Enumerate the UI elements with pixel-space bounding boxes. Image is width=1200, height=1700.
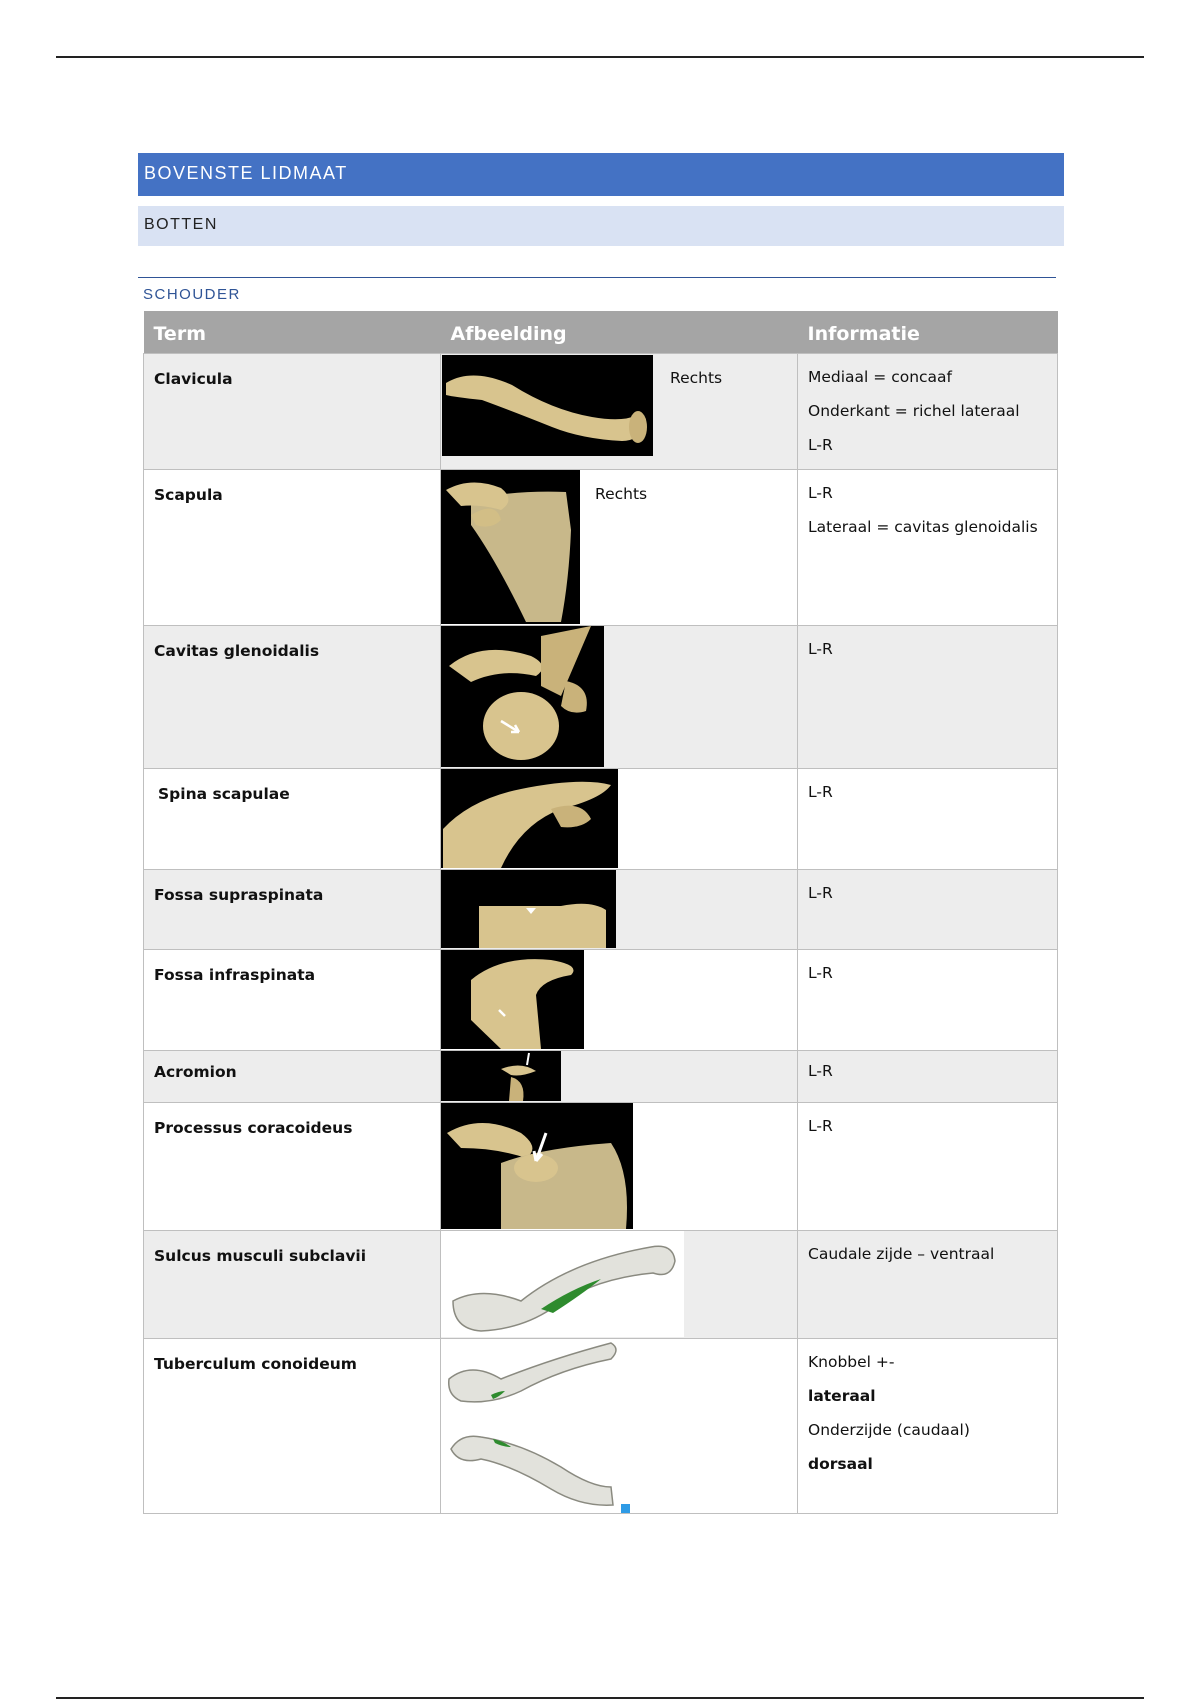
info-cell: [798, 1102, 1058, 1230]
info-line: L-R: [808, 883, 833, 902]
info-line: Onderkant = richel lateraal: [808, 401, 1020, 420]
fossa-infraspinata-photo: [441, 950, 584, 1049]
info-line: dorsaal: [808, 1454, 873, 1473]
term-cell: Processus coracoideus: [144, 1102, 441, 1230]
table-row: [144, 353, 1058, 469]
image-cell: [441, 625, 798, 768]
term-cell: Tuberculum conoideum: [144, 1338, 441, 1513]
fossa-supraspinata-photo: [441, 870, 616, 948]
image-cell: [441, 869, 798, 949]
info-line: L-R: [808, 483, 833, 502]
table-row: [144, 625, 1058, 768]
image-cell: [441, 469, 798, 625]
cavitas-glenoidalis-photo: [441, 626, 604, 767]
sulcus-illustration: [441, 1231, 684, 1337]
footer-rule: [56, 1697, 1144, 1699]
column-header-info: Informatie: [798, 311, 1058, 353]
image-cell: [441, 768, 798, 869]
column-header-term: Term: [144, 311, 441, 353]
info-cell: [798, 353, 1058, 469]
info-line: Onderzijde (caudaal): [808, 1420, 970, 1439]
bones-table: [143, 311, 1058, 1514]
table-row: [144, 1102, 1058, 1230]
term-cell: Sulcus musculi subclavii: [144, 1230, 441, 1338]
section-heading: BOVENSTE LIDMAAT: [138, 153, 1064, 196]
spina-scapulae-photo: [441, 769, 618, 868]
table-row: [144, 869, 1058, 949]
image-cell: [441, 1102, 798, 1230]
tuberculum-illustration: [441, 1339, 626, 1512]
image-cell: [441, 1338, 798, 1513]
image-side-label: Rechts: [670, 368, 723, 387]
info-line: Caudale zijde – ventraal: [808, 1244, 995, 1263]
processus-coracoideus-photo: [441, 1103, 633, 1229]
info-cell: [798, 768, 1058, 869]
term-cell: Fossa supraspinata: [144, 869, 441, 949]
info-line: L-R: [808, 963, 833, 982]
term-label: Acromion: [154, 1062, 237, 1081]
image-cell: [441, 1230, 798, 1338]
table-row: [144, 1338, 1058, 1513]
info-cell: [798, 1230, 1058, 1338]
info-line: Mediaal = concaaf: [808, 367, 953, 386]
column-header-image: Afbeelding: [441, 311, 798, 353]
info-line: Lateraal = cavitas glenoidalis: [808, 517, 1038, 536]
clavicula-photo: [442, 355, 653, 456]
info-line: L-R: [808, 1061, 833, 1080]
acromion-photo: [441, 1051, 561, 1101]
header-rule: [56, 56, 1144, 58]
resize-handle-icon: [621, 1504, 630, 1513]
subsection-heading: BOTTEN: [138, 206, 1064, 246]
info-cell: [798, 469, 1058, 625]
term-label: Spina scapulae: [158, 784, 290, 803]
term-cell: Scapula: [144, 469, 441, 625]
table-row: [144, 949, 1058, 1050]
term-cell: [144, 1050, 441, 1102]
table-header-row: [144, 311, 1058, 353]
table-row: [144, 768, 1058, 869]
term-cell: Clavicula: [144, 353, 441, 469]
term-cell: [144, 768, 441, 869]
term-cell: Cavitas glenoidalis: [144, 625, 441, 768]
image-cell: [441, 353, 798, 469]
info-cell: [798, 949, 1058, 1050]
info-cell: [798, 625, 1058, 768]
table-row: [144, 1050, 1058, 1102]
info-line: L-R: [808, 1116, 833, 1135]
info-line: L-R: [808, 782, 833, 801]
info-line: Knobbel +-: [808, 1352, 895, 1371]
table-row: [144, 469, 1058, 625]
topic-heading: SCHOUDER: [138, 277, 1056, 303]
image-cell: [441, 1050, 798, 1102]
image-side-label: Rechts: [595, 484, 648, 503]
info-cell: [798, 869, 1058, 949]
term-cell: Fossa infraspinata: [144, 949, 441, 1050]
info-line: L-R: [808, 639, 833, 658]
info-cell: [798, 1050, 1058, 1102]
info-cell: [798, 1338, 1058, 1513]
table-row: [144, 1230, 1058, 1338]
info-line: L-R: [808, 435, 833, 454]
scapula-photo: [441, 470, 580, 624]
image-cell: [441, 949, 798, 1050]
info-line: lateraal: [808, 1386, 876, 1405]
